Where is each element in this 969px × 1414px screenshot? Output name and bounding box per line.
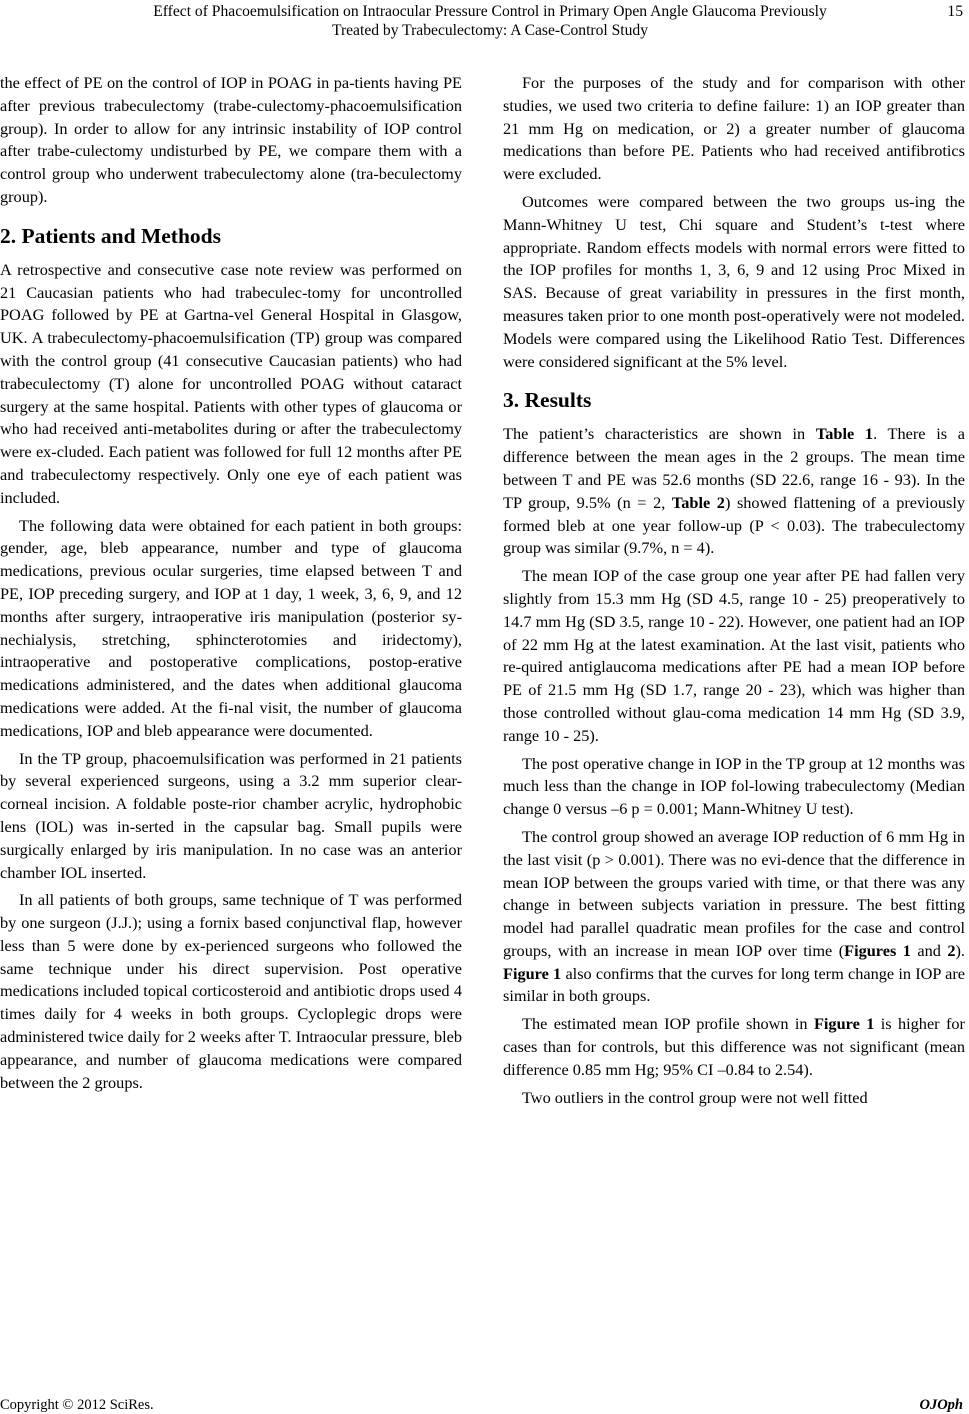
page-footer: [0, 1396, 969, 1414]
intro-paragraph: the effect of PE on the control of IOP in POAG in pa-tients having PE after previous trabeculectomy (trabe-culectomy-phacoemulsification group). In order to allow for any intrinsic instability of IOP control after trabe-culectomy undisturbed by PE, we compare them with a control group who underwent trabeculectomy alone (tra-beculectomy group).: [0, 73, 462, 206]
journal-abbreviation: OJOph: [919, 1397, 963, 1413]
copyright-notice: Copyright © 2012 SciRes.: [0, 1397, 154, 1413]
methods-paragraph-2: The following data were obtained for each patient in both groups: gender, age, bleb appearance, number and type of glaucoma medications, previous ocular surgeries, time elapsed between T and PE, IOP preceding surgery, and IOP at 1 day, 1 week, 3, 6, 9, and 12 months after surgery, intraoperative iris manipulation (posterior sy-nechialysis, stretching, sphincterotomies and iridectomy), intraoperative and postoperative complications, postop-erative medications administered, and the dates when additional glaucoma medications were added. At the fi-nal visit, the number of glaucoma medications, IOP and bleb appearance were documented.: [0, 515, 462, 740]
table-2-reference: Table 2: [671, 492, 725, 512]
results-paragraph-3: The post operative change in IOP in the TP group at 12 months was much less than the change in IOP fol-lowing trabeculectomy (Median change 0 versus –6 p = 0.001; Mann-Whitney U test).: [503, 753, 965, 819]
results-paragraph-6: Two outliers in the control group were not well fitted: [522, 1087, 868, 1107]
results-p5-text-a: The estimated mean IOP profile shown in: [522, 1014, 814, 1034]
results-p1-text-a: The patient’s characteristics are shown in: [503, 424, 816, 444]
figure-1-reference-2: Figure 1: [813, 1014, 875, 1034]
running-title-line-2: Treated by Trabeculectomy: A Case-Control Study: [331, 22, 649, 39]
running-header: [0, 0, 969, 42]
results-p4-and: and: [910, 940, 948, 960]
methods-paragraph-6: Outcomes were compared between the two groups us-ing the Mann-Whitney U test, Chi square and Student’s t-test where appropriate. Random effects models with normal errors were fitted to the IOP profiles for months 1, 3, 6, 9 and 12 using Proc Mixed in SAS. Because of great variability in pressures in the first month, measures taken prior to one month post-operatively were not modeled. Models were compared using the Likelihood Ratio Test. Differences were considered significant at the 5% level.: [503, 191, 965, 371]
table-1-reference: Table 1: [815, 424, 874, 444]
running-title-line-1: Effect of Phacoemulsification on Intraocular Pressure Control in Primary Open Angle Glaucoma Previously: [153, 3, 827, 20]
methods-paragraph-5: For the purposes of the study and for comparison with other studies, we used two criteria to define failure: 1) an IOP greater than 21 mm Hg on medication, or 2) a greater number of glaucoma medications than before PE. Patients who had received antifibrotics were excluded.: [503, 73, 965, 184]
results-p1-text-c: ) showed flattening of a previously formed bleb at one year follow-up (P < 0.03). The trabeculectomy group was similar (9.7%, n = 4).: [503, 492, 965, 558]
right-column: [503, 72, 965, 1114]
results-p5-text-b: is higher for cases than for controls, but this difference was not significant (mean difference 0.85 mm Hg; 95% CI –0.84 to 2.54).: [503, 1014, 965, 1079]
section-heading-results: 3. Results: [503, 388, 592, 413]
methods-paragraph-4: In all patients of both groups, same technique of T was performed by one surgeon (J.J.); using a fornix based conjunctival flap, however less than 5 were done by ex-perienced surgeons who followed the same technique under his direct supervision. Post operative medications included topical corticosteroid and antibiotic drops used 4 times daily for 4 weeks in both groups. Cycloplegic drops were administered twice daily for 2 weeks after T. Intraocular pressure, bleb appearance, and number of glaucoma medications were compared between the 2 groups.: [0, 890, 462, 1092]
results-p4-text-b: ).: [955, 940, 965, 960]
figures-1-reference: Figures 1: [844, 940, 911, 960]
results-paragraph-2: The mean IOP of the case group one year after PE had fallen very slightly from 15.3 mm Hg (SD 4.5, range 10 - 25) preoperatively to 14.7 mm Hg (SD 3.5, range 10 - 22). However, one patient had an IOP of 22 mm Hg at the latest examination. At the last visit, patients who re-quired antiglaucoma medications after PE had a mean IOP before PE of 21.5 mm Hg (SD 1.7, range 20 - 23), which was higher than those controlled without glau-coma medication 14 mm Hg (SD 3.9, range 10 - 25).: [503, 566, 965, 745]
methods-paragraph-3: In the TP group, phacoemulsification was performed in 21 patients by several experienced surgeons, using a 3.2 mm superior clear-corneal incision. A foldable poste-rior chamber acrylic, hydrophobic lens (IOL) was in-serted in the capsular bag. Small pupils were surgically enlarged by iris manipulation. In no case was an anterior chamber IOL inserted.: [0, 748, 462, 882]
running-title: [60, 2, 920, 40]
methods-paragraph-1: A retrospective and consecutive case note review was performed on 21 Caucasian patients who had trabeculec-tomy for uncontrolled POAG followed by PE at Gartna-vel General Hospital in Glasgow, UK. A trabeculectomy-phacoemulsification (TP) group was compared with the control group (41 consecutive Caucasian patients) who had trabeculectomy (T) alone for uncontrolled POAG without cataract surgery at the same hospital. Patients with other types of glaucoma or who had received anti-metabolites during or after the trabeculectomy were ex-cluded. Each patient was followed for full 12 months after PE and trabeculectomy respectively. Only one eye of each patient was included.: [0, 259, 462, 507]
figure-2-reference: 2: [947, 940, 956, 960]
results-p4-text-a: The control group showed an average IOP reduction of 6 mm Hg in the last visit (p > 0.001). There was no evi-dence that the difference in mean IOP between the groups varied with time, or that there was any change in between subjects variation in pressure. The best fitting model had parallel quadratic mean profiles for the case and control groups, with an increase in mean IOP over time (: [503, 826, 965, 960]
section-heading-methods: 2. Patients and Methods: [0, 223, 221, 248]
results-p1-text-b: . There is a difference between the mean ages in the 2 groups. The mean time between T and PE was 52.6 months (SD 22.6, range 16 - 93). In the TP group, 9.5% (n = 2,: [503, 424, 966, 512]
results-paragraph-5: [503, 1013, 965, 1081]
left-column: [0, 72, 462, 1099]
results-p4-text-c: also confirms that the curves for long term change in IOP are similar in both groups.: [503, 963, 965, 1006]
figure-1-reference: Figure 1: [503, 963, 562, 983]
results-paragraph-1: [503, 423, 965, 560]
page-number: 15: [947, 3, 963, 20]
results-paragraph-4: [503, 826, 965, 1008]
